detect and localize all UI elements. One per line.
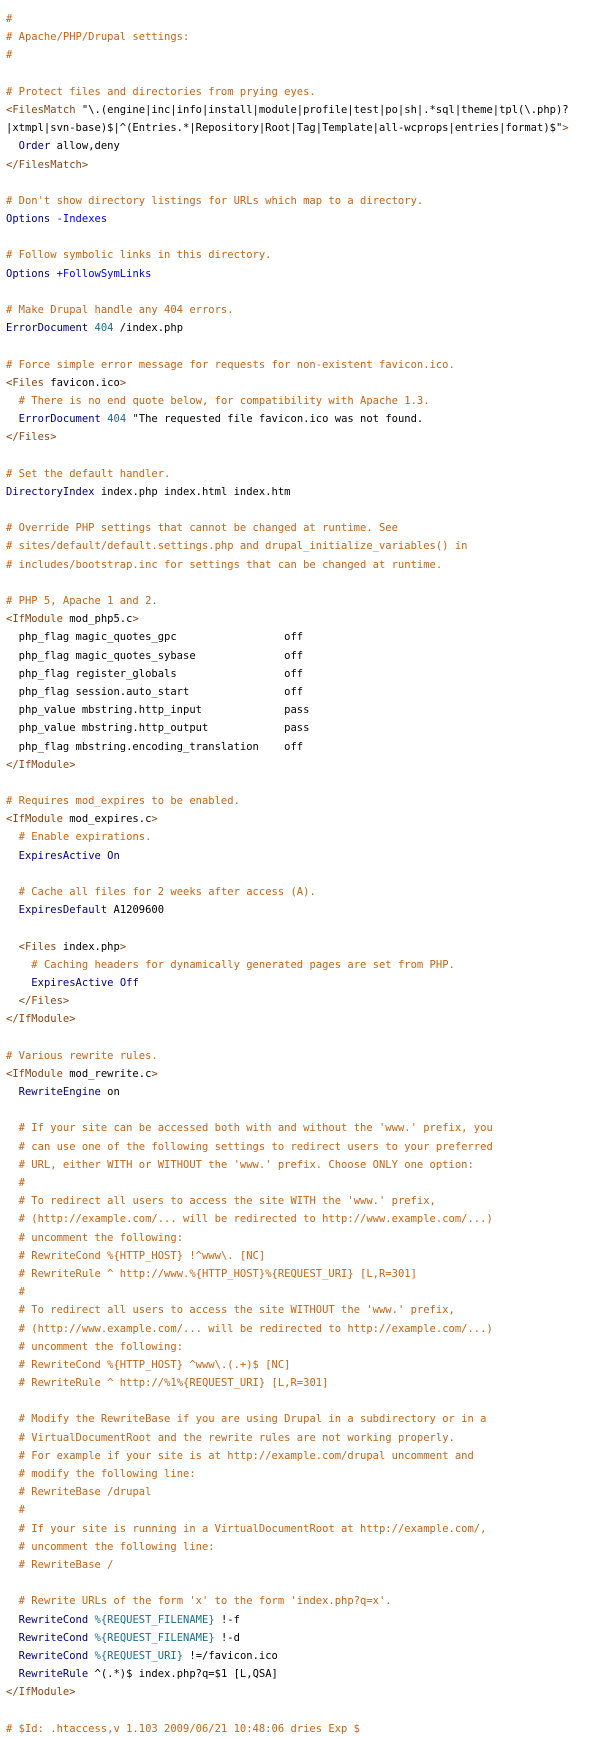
code-token: [6, 1195, 19, 1207]
code-line: [6, 1556, 569, 1574]
code-token: # includes/bootstrap.inc for settings that can be changed at runtime.: [6, 558, 443, 571]
code-token: [6, 977, 31, 989]
code-line: [6, 956, 569, 974]
code-line: [6, 1229, 569, 1247]
code-token: !=/favicon.ico: [183, 1649, 278, 1662]
code-line: [6, 1629, 569, 1647]
code-line: [6, 83, 569, 101]
code-line: [6, 974, 569, 992]
code-line: [6, 228, 569, 246]
code-token: [6, 395, 19, 407]
code-line: [6, 828, 569, 846]
code-token: >: [562, 122, 569, 135]
code-line: [6, 65, 569, 83]
code-token: [6, 1268, 19, 1280]
code-token: # RewriteBase /drupal: [18, 1486, 152, 1499]
code-token: [6, 831, 19, 843]
code-token: [6, 1341, 19, 1353]
code-token: php_flag mbstring.encoding_translation off: [6, 740, 304, 753]
code-line: [6, 628, 569, 646]
code-token: # For example if your site is at http://example.com/drupal uncomment and: [18, 1449, 474, 1462]
code-token: # modify the following line:: [18, 1468, 196, 1480]
code-token: # There is no end quote below, for compatibility with Apache 1.3.: [18, 394, 430, 407]
code-token: ErrorDocument: [6, 322, 89, 335]
code-line: [6, 1410, 569, 1428]
code-line: [6, 374, 569, 392]
code-line: [6, 301, 569, 319]
code-token: # RewriteCond %{HTTP_HOST} ^www\.(.+)$ [NC]: [18, 1358, 291, 1371]
code-token: ExpiresActive: [18, 849, 101, 862]
code-token: ErrorDocument: [18, 413, 101, 426]
code-token: [6, 1632, 19, 1644]
code-token: A1209600: [107, 904, 165, 917]
code-line: [6, 465, 569, 483]
code-line: [6, 1083, 569, 1101]
code-token: # Modify the RewriteBase if you are using Drupal in a subdirectory or in a: [18, 1413, 487, 1426]
htaccess-code-block: [6, 10, 569, 1738]
code-token: # Requires mod_expires to be enabled.: [6, 795, 240, 808]
code-token: RewriteRule: [18, 1668, 89, 1681]
code-line: [6, 156, 569, 174]
code-line: [6, 1247, 569, 1265]
code-token: # (http://example.com/... will be redirected to http://www.example.com/...): [18, 1213, 493, 1226]
code-token: ExpiresDefault: [18, 904, 108, 917]
code-line: [6, 10, 569, 28]
code-line: [6, 992, 569, 1010]
code-token: # Set the default handler.: [6, 467, 171, 480]
code-token: php_flag session.auto_start off: [6, 685, 304, 698]
code-token: >: [132, 613, 139, 626]
code-line: [6, 119, 569, 137]
code-token: [6, 1250, 19, 1262]
code-line: [6, 701, 569, 719]
code-line: [6, 1338, 569, 1356]
code-token: <IfModule: [6, 613, 70, 626]
code-token: On: [107, 849, 120, 862]
code-token: # RewriteRule ^ http://www.%{HTTP_HOST}%{REQUEST_URI} [L,R=301]: [18, 1267, 417, 1280]
code-token: #: [6, 13, 13, 25]
code-token: [6, 1650, 19, 1662]
code-token: >: [151, 813, 158, 826]
code-token: </IfModule>: [6, 1686, 76, 1699]
code-token: php_value mbstring.http_input pass: [6, 704, 310, 717]
code-token: [6, 904, 19, 916]
code-token: </IfModule>: [6, 758, 76, 771]
code-line: [6, 719, 569, 737]
code-line: [6, 1701, 569, 1719]
code-line: [6, 1665, 569, 1683]
code-line: [6, 1465, 569, 1483]
code-line: [6, 192, 569, 210]
code-line: [6, 1210, 569, 1228]
code-line: [6, 592, 569, 610]
code-token: !-d: [214, 1631, 240, 1644]
code-token: RewriteCond: [18, 1631, 89, 1644]
code-token: <IfModule: [6, 813, 70, 826]
code-token: # uncomment the following:: [18, 1340, 184, 1353]
code-token: <IfModule: [6, 1067, 70, 1080]
code-token: # uncomment the following:: [18, 1231, 184, 1244]
code-line: [6, 1301, 569, 1319]
code-token: # Force simple error message for requests for non-existent favicon.ico.: [6, 358, 455, 371]
code-line: [6, 756, 569, 774]
code-token: # VirtualDocumentRoot and the rewrite rules are not working properly.: [18, 1431, 455, 1444]
code-line: [6, 1611, 569, 1629]
code-token: php_flag magic_quotes_sybase off: [6, 649, 304, 662]
code-line: [6, 1683, 569, 1701]
code-line: [6, 519, 569, 537]
code-token: [6, 995, 19, 1007]
code-token: favicon.ico: [50, 376, 120, 389]
code-token: # Protect files and directories from prying eyes.: [6, 85, 316, 98]
code-token: Options: [6, 267, 51, 280]
code-token: allow,deny: [50, 140, 120, 153]
code-line: [6, 938, 569, 956]
code-token: >: [151, 1067, 158, 1080]
code-token: 404: [94, 322, 114, 335]
code-line: [6, 174, 569, 192]
code-line: [6, 847, 569, 865]
code-line: [6, 901, 569, 919]
code-token: [6, 1559, 19, 1571]
code-line: [6, 1101, 569, 1119]
code-token: RewriteCond: [18, 1649, 89, 1662]
code-token: +FollowSymLinks: [56, 267, 152, 280]
code-token: RewriteCond: [18, 1613, 89, 1626]
code-token: # Rewrite URLs of the form 'x' to the form 'index.php?q=x'.: [18, 1595, 392, 1608]
code-line: [6, 319, 569, 337]
code-token: !-f: [214, 1613, 240, 1626]
code-token: [6, 1486, 19, 1498]
code-token: [6, 1304, 19, 1316]
code-line: [6, 665, 569, 683]
code-line: [6, 1429, 569, 1447]
code-token: %{REQUEST_FILENAME}: [94, 1613, 215, 1626]
code-line: [6, 774, 569, 792]
code-token: # Don't show directory listings for URLs which map to a directory.: [6, 194, 424, 207]
code-line: [6, 428, 569, 446]
code-token: [6, 1432, 19, 1444]
code-line: [6, 610, 569, 628]
code-token: -Indexes: [56, 213, 108, 226]
code-line: [6, 647, 569, 665]
code-token: #: [6, 49, 13, 62]
code-token: # Enable expirations.: [18, 831, 152, 844]
code-token: # If your site is running in a VirtualDocumentRoot at http://example.com/,: [18, 1522, 487, 1535]
code-line: [6, 1320, 569, 1338]
code-token: </Files>: [6, 431, 57, 444]
code-line: [6, 1010, 569, 1028]
code-line: [6, 738, 569, 756]
code-token: # If your site can be accessed both with and without the 'www.' prefix, you: [18, 1122, 493, 1135]
code-line: [6, 1156, 569, 1174]
code-token: [6, 1541, 19, 1553]
code-line: [6, 1119, 569, 1137]
code-token: [6, 1141, 19, 1153]
code-line: [6, 28, 569, 46]
code-line: [6, 1374, 569, 1392]
code-token: >: [119, 940, 127, 953]
code-line: [6, 337, 569, 355]
code-token: [6, 1122, 19, 1134]
code-line: [6, 1065, 569, 1083]
code-line: [6, 1520, 569, 1538]
code-line: [6, 137, 569, 155]
code-line: [6, 1447, 569, 1465]
code-line: [6, 1029, 569, 1047]
code-token: index.php index.html index.htm: [94, 485, 291, 498]
code-token: [6, 1377, 19, 1389]
code-token: DirectoryIndex: [6, 485, 95, 498]
code-token: php_value mbstring.http_output pass: [6, 722, 310, 735]
code-line: [6, 392, 569, 410]
code-line: [6, 574, 569, 592]
code-token: Off: [119, 976, 139, 989]
code-line: [6, 1283, 569, 1301]
code-line: [6, 46, 569, 64]
code-line: [6, 1538, 569, 1556]
code-token: <FilesMatch: [6, 103, 82, 116]
code-line: [6, 447, 569, 465]
code-line: [6, 1265, 569, 1283]
code-token: [6, 1413, 19, 1425]
code-token: # can use one of the following settings to redirect users to your preferred: [18, 1140, 493, 1153]
code-token: [6, 1468, 19, 1480]
code-token: [6, 1086, 19, 1098]
code-line: [6, 483, 569, 501]
code-token: [6, 413, 19, 425]
code-token: # RewriteBase /: [18, 1558, 114, 1571]
code-token: [6, 1286, 19, 1298]
code-token: # To redirect all users to access the site WITH the 'www.' prefix,: [18, 1195, 436, 1208]
code-token: [6, 886, 19, 898]
code-token: #: [18, 1177, 25, 1189]
code-line: [6, 1047, 569, 1065]
code-token: [6, 1595, 19, 1607]
code-token: 404: [107, 413, 127, 426]
code-line: [6, 810, 569, 828]
code-token: [6, 1359, 19, 1371]
code-line: [6, 1356, 569, 1374]
code-token: [6, 140, 19, 152]
code-token: [6, 941, 19, 953]
code-line: [6, 1138, 569, 1156]
code-token: #: [18, 1504, 25, 1517]
code-token: %{REQUEST_URI}: [94, 1649, 184, 1662]
code-token: mod_rewrite.c: [69, 1067, 152, 1080]
code-token: mod_php5.c: [69, 613, 133, 626]
code-token: # Apache/PHP/Drupal settings:: [6, 31, 190, 44]
code-token: # sites/default/default.settings.php and drupal_initialize_variables() in: [6, 540, 468, 553]
code-token: on: [100, 1086, 120, 1099]
code-token: Order: [18, 140, 51, 153]
code-token: <Files: [18, 940, 63, 953]
code-token: [6, 959, 31, 971]
code-token: >: [119, 376, 127, 389]
code-line: [6, 1720, 569, 1738]
code-token: |xtmpl|svn-base)$|^(Entries.*|Repository|Root|Tag|Template|all-wcprops|entries|format)$": [6, 122, 563, 135]
code-token: # Various rewrite rules.: [6, 1049, 158, 1062]
code-line: [6, 1647, 569, 1665]
code-line: [6, 101, 569, 119]
code-token: ^(.*)$ index.php?q=$1 [L,QSA]: [88, 1668, 278, 1681]
code-token: # URL, either WITH or WITHOUT the 'www.' prefix. Choose ONLY one option:: [18, 1158, 474, 1171]
code-token: %{REQUEST_FILENAME}: [94, 1631, 215, 1644]
code-token: # $Id: .htaccess,v 1.103 2009/06/21 10:48:06 dries Exp $: [6, 1722, 361, 1735]
code-line: [6, 556, 569, 574]
code-token: # (http://www.example.com/... will be redirected to http://example.com/...): [18, 1322, 493, 1335]
code-line: [6, 792, 569, 810]
code-token: </Files>: [18, 995, 70, 1008]
code-line: [6, 410, 569, 428]
code-token: [6, 1159, 19, 1171]
code-token: #: [18, 1286, 25, 1299]
code-line: [6, 683, 569, 701]
code-token: # RewriteRule ^ http://%1%{REQUEST_URI} [L,R=301]: [18, 1377, 329, 1390]
code-token: [6, 1523, 19, 1535]
code-token: [6, 1668, 19, 1680]
code-line: [6, 1574, 569, 1592]
code-token: php_flag register_globals off: [6, 667, 304, 680]
code-token: [6, 1614, 19, 1626]
code-token: index.php: [62, 940, 120, 953]
code-token: mod_expires.c: [69, 813, 152, 826]
code-token: [6, 1323, 19, 1335]
code-line: [6, 1174, 569, 1192]
code-token: [6, 850, 19, 862]
code-line: [6, 1592, 569, 1610]
code-token: # Caching headers for dynamically generated pages are set from PHP.: [31, 958, 455, 971]
code-token: [6, 1504, 19, 1516]
code-token: /index.php: [113, 322, 184, 335]
code-line: [6, 1501, 569, 1519]
code-token: RewriteEngine: [18, 1086, 101, 1099]
code-line: [6, 210, 569, 228]
code-token: </IfModule>: [6, 1013, 76, 1026]
code-token: # Make Drupal handle any 404 errors.: [6, 304, 234, 316]
code-line: [6, 883, 569, 901]
code-line: [6, 919, 569, 937]
code-token: [6, 1450, 19, 1462]
code-token: # RewriteCond %{HTTP_HOST} !^www\. [NC]: [18, 1249, 266, 1262]
code-token: # PHP 5, Apache 1 and 2.: [6, 595, 158, 607]
code-token: [6, 1213, 19, 1225]
code-token: </FilesMatch>: [6, 158, 89, 171]
code-token: "\.(engine|inc|info|install|module|profile|test|po|sh|.*sql|theme|tpl(\.php)?: [81, 103, 569, 116]
code-token: # Override PHP settings that cannot be changed at runtime. See: [6, 522, 398, 535]
code-line: [6, 537, 569, 555]
code-line: [6, 1392, 569, 1410]
code-token: # Cache all files for 2 weeks after access (A).: [18, 886, 316, 898]
code-line: [6, 356, 569, 374]
code-token: # To redirect all users to access the site WITHOUT the 'www.' prefix,: [18, 1304, 455, 1317]
code-line: [6, 283, 569, 301]
code-token: [6, 1177, 19, 1189]
code-token: php_flag magic_quotes_gpc off: [6, 631, 304, 644]
code-token: Options: [6, 213, 51, 226]
code-line: [6, 865, 569, 883]
code-token: [6, 1232, 19, 1244]
code-token: ExpiresActive: [31, 976, 114, 989]
code-token: <Files: [6, 376, 51, 389]
code-token: # Follow symbolic links in this directory.: [6, 249, 272, 262]
code-line: [6, 1192, 569, 1210]
code-line: [6, 1483, 569, 1501]
code-line: [6, 246, 569, 264]
code-token: "The requested file favicon.ico was not found.: [126, 413, 424, 426]
code-token: # uncomment the following line:: [18, 1540, 215, 1553]
code-line: [6, 501, 569, 519]
code-line: [6, 265, 569, 283]
